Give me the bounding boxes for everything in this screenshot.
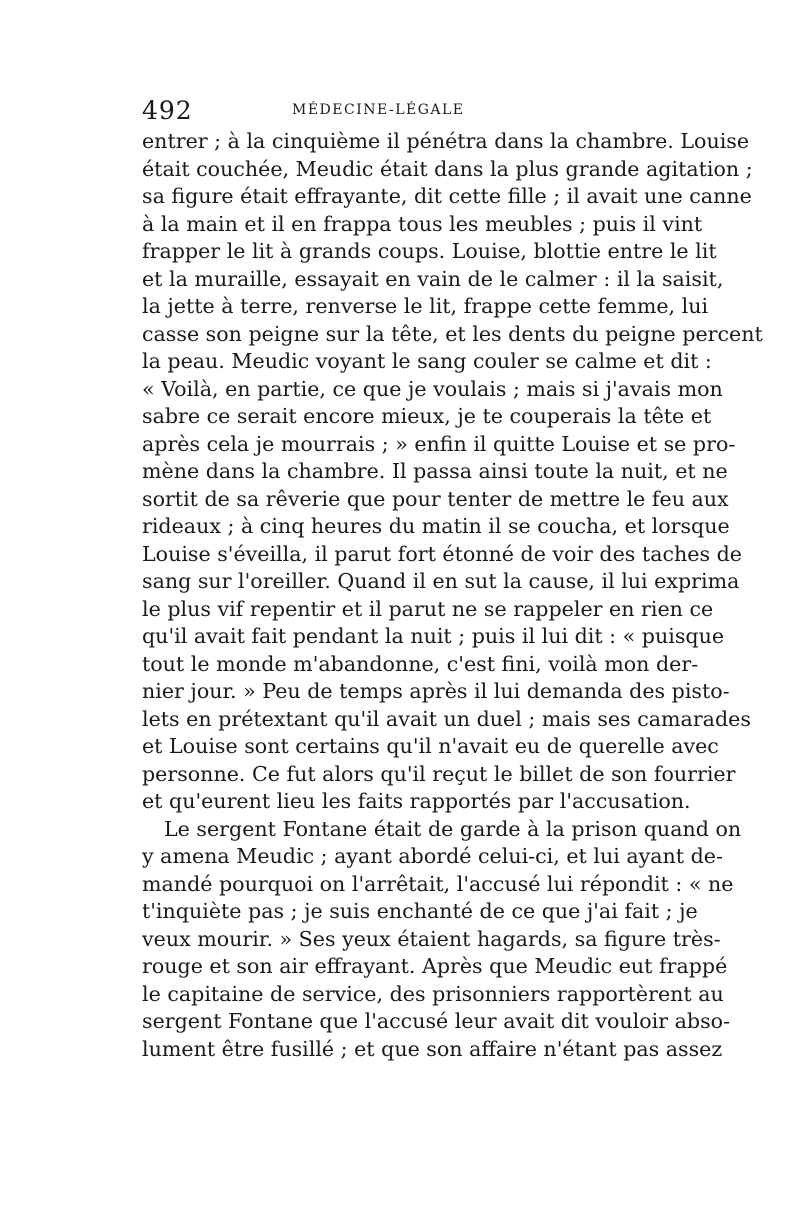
page-header: [142, 96, 658, 126]
text-line: tout le monde m'abandonne, c'est fini, voilà mon der-: [142, 651, 699, 676]
text-line: sabre ce serait encore mieux, je te couperais la tête et: [142, 404, 712, 428]
text-line: et qu'eurent lieu les faits rapportés par l'accusation.: [142, 789, 691, 813]
text-line: rideaux ; à cinq heures du matin il se coucha, et lorsque: [142, 514, 730, 538]
text-line: « Voilà, en partie, ce que je voulais ; mais si j'avais mon: [142, 376, 723, 401]
text-line: le plus vif repentir et il parut ne se rappeler en rien ce: [142, 596, 714, 621]
text-line: Louise s'éveilla, il parut fort étonné de voir des taches de: [142, 541, 742, 566]
text-line: personne. Ce fut alors qu'il reçut le billet de son fourrier: [142, 761, 736, 786]
text-line: veux mourir. » Ses yeux étaient hagards, sa figure très-: [142, 926, 721, 951]
text-line: sergent Fontane que l'accusé leur avait dit vouloir abso-: [142, 1009, 731, 1033]
text-line: qu'il avait fait pendant la nuit ; puis il lui dit : « puisque: [142, 624, 725, 648]
text-line: la peau. Meudic voyant le sang couler se calme et dit :: [142, 349, 712, 373]
page-number: 492: [142, 96, 193, 125]
body-text: [142, 128, 763, 1063]
running-title: MÉDECINE-LÉGALE: [292, 102, 465, 118]
text-line: rouge et son air effrayant. Après que Meudic eut frappé: [142, 954, 728, 978]
text-line: et la muraille, essayait en vain de le calmer : il la saisit,: [142, 266, 724, 291]
text-line: t'inquiète pas ; je suis enchanté de ce que j'ai fait ; je: [142, 899, 698, 923]
text-line: sortit de sa rêverie que pour tenter de mettre le feu aux: [142, 486, 729, 511]
text-line: le capitaine de service, des prisonniers rapportèrent au: [142, 981, 724, 1006]
text-line: à la main et il en frappa tous les meubles ; puis il vint: [142, 211, 703, 236]
text-line: et Louise sont certains qu'il n'avait eu de querelle avec: [142, 734, 719, 758]
text-line: lument être fusillé ; et que son affaire n'étant pas assez: [142, 1036, 723, 1061]
text-line: entrer ; à la cinquième il pénétra dans la chambre. Louise: [142, 129, 750, 153]
text-line: lets en prétextant qu'il avait un duel ; mais ses camarades: [142, 706, 751, 731]
text-line: la jette à terre, renverse le lit, frappe cette femme, lui: [142, 294, 709, 318]
text-line: mandé pourquoi on l'arrêtait, l'accusé lui répondit : « ne: [142, 871, 734, 896]
text-line: sang sur l'oreiller. Quand il en sut la cause, il lui exprima: [142, 569, 740, 593]
text-line: Le sergent Fontane était de garde à la prison quand on: [164, 816, 742, 841]
text-line: après cela je mourrais ; » enfin il quitte Louise et se pro-: [142, 431, 736, 456]
text-line: était couchée, Meudic était dans la plus grande agitation ;: [142, 156, 753, 181]
text-line: nier jour. » Peu de temps après il lui demanda des pisto-: [142, 679, 730, 703]
text-line: sa figure était effrayante, dit cette fille ; il avait une canne: [142, 184, 752, 208]
text-line: frapper le lit à grands coups. Louise, blottie entre le lit: [142, 239, 717, 263]
text-line: casse son peigne sur la tête, et les dents du peigne percent: [142, 321, 763, 346]
text-line: y amena Meudic ; ayant abordé celui-ci, et lui ayant de-: [142, 844, 723, 868]
text-line: mène dans la chambre. Il passa ainsi toute la nuit, et ne: [142, 459, 728, 483]
